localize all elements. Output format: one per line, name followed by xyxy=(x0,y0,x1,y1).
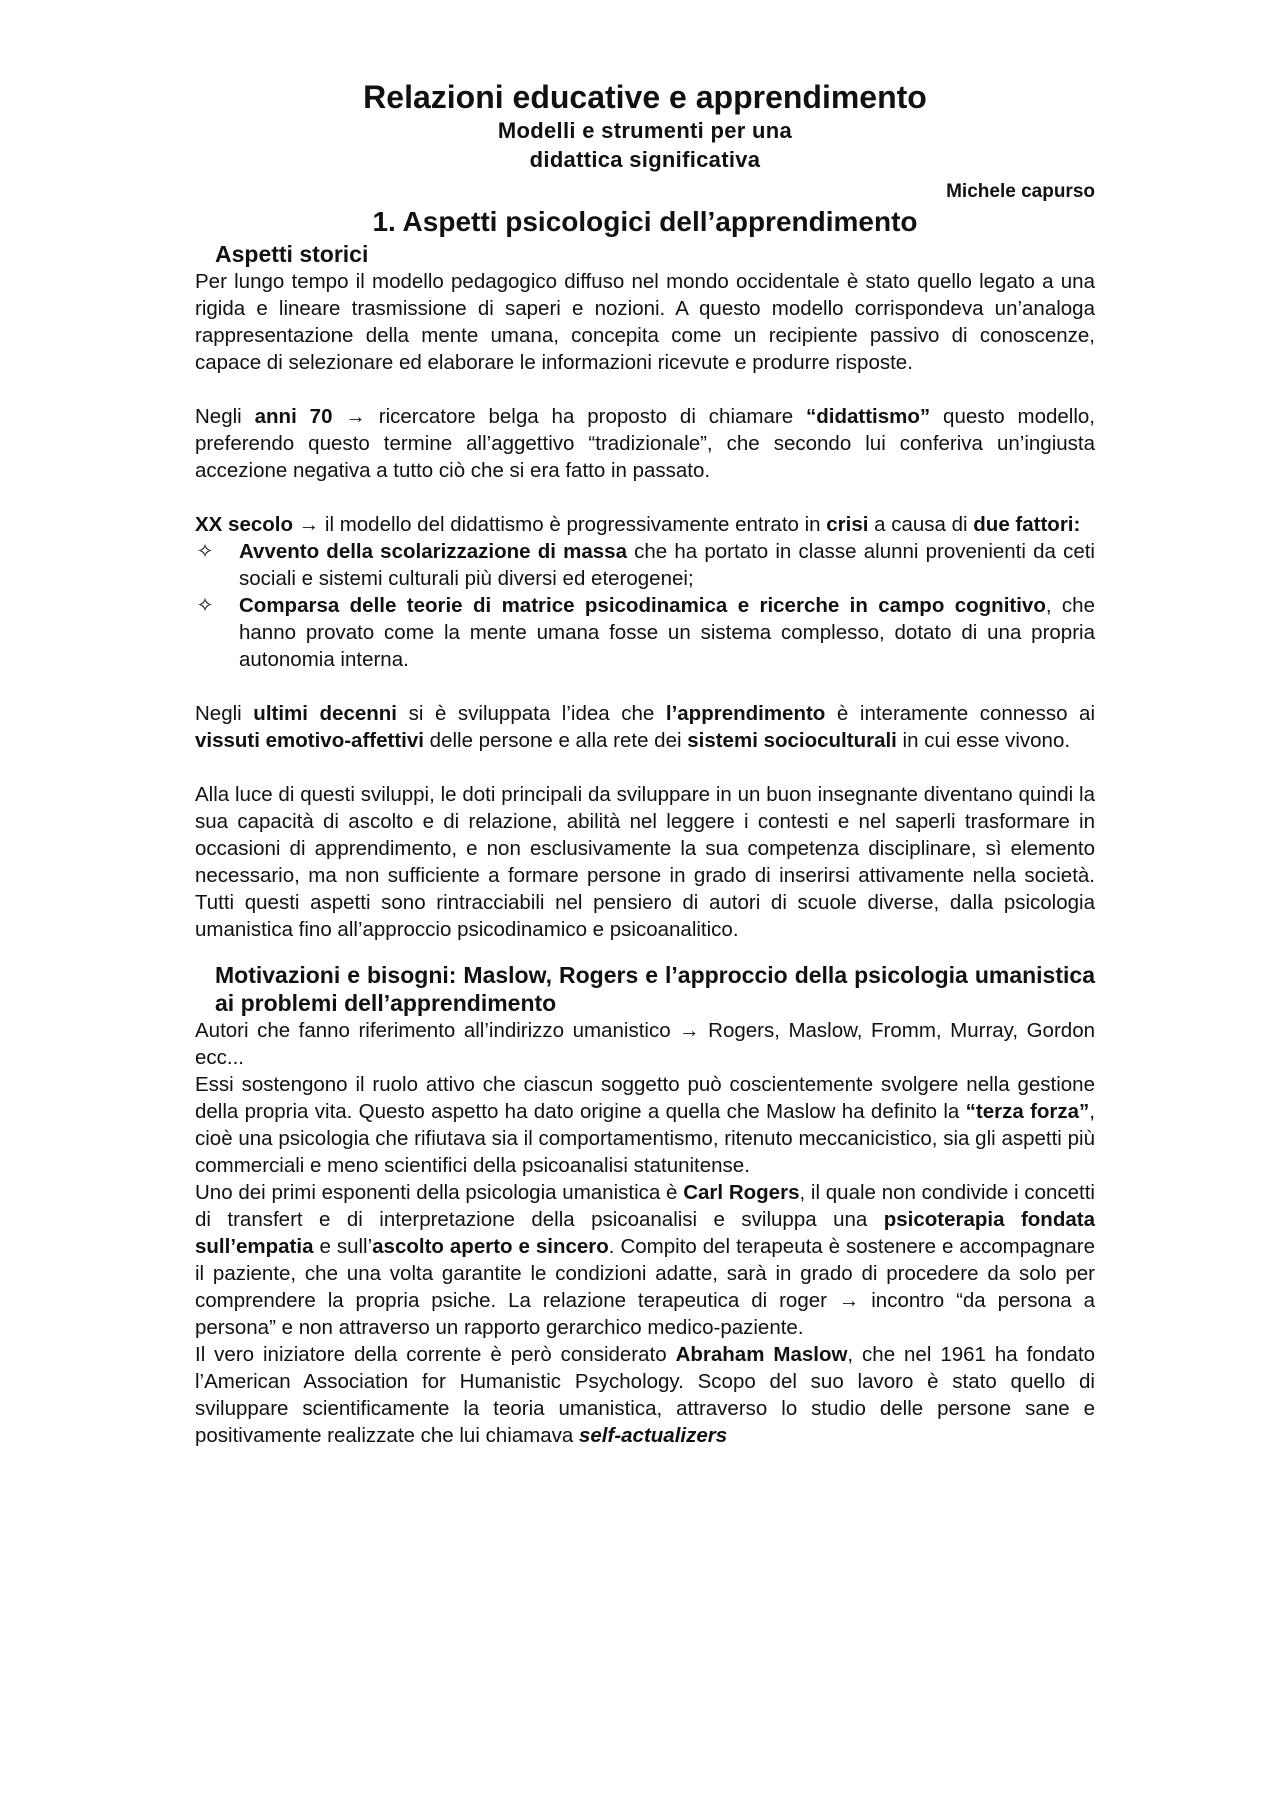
paragraph: Negli anni 70 → ricercatore belga ha proposto di chiamare “didattismo” questo modello, preferendo questo termine all’aggettivo “tradizionale”, che secondo lui conferiva un’ingiusta accezione negativa a tutto ciò che si era fatto in passato. xyxy=(195,405,1095,482)
star-bullet-icon: ✧ xyxy=(196,540,214,563)
section-heading-motivazioni-e-bisogni: Motivazioni e bisogni: Maslow, Rogers e l’approccio della psicologia umanistica ai problemi dell’apprendimento xyxy=(215,962,1095,1016)
list-item: ✧ Comparsa delle teorie di matrice psicodinamica e ricerche in campo cognitivo, che hanno provato come la mente umana fosse un sistema complesso, dotato di una propria autonomia interna. xyxy=(196,594,1095,671)
paragraph: Essi sostengono il ruolo attivo che ciascun soggetto può coscientemente svolgere nella gestione della propria vita. Questo aspetto ha dato origine a quella che Maslow ha definito la “terza forza”, cioè una psicologia che rifiutava sia il comportamentismo, ritenuto meccanicistico, sia gli aspetti più commerciali e meno scientifici della psicoanalisi statunitense. xyxy=(195,1073,1095,1177)
section-heading-aspetti-storici: Aspetti storici xyxy=(215,241,369,267)
author-name: Michele capurso xyxy=(946,181,1095,202)
paragraph: Uno dei primi esponenti della psicologia umanistica è Carl Rogers, il quale non condivide i concetti di transfert e di interpretazione della psicoanalisi e sviluppa una psicoterapia fondata sull’empatia e sull’ascolto aperto e sincero. Compito del terapeuta è sostenere e accompagnare il paziente, che una volta garantite le condizioni adatte, sarà in grado di procedere da solo per comprendere la propria psiche. La relazione terapeutica di roger → incontro “da persona a persona” e non attraverso un rapporto gerarchico medico-paziente. xyxy=(195,1181,1095,1339)
document-subtitle-line-2: didattica significativa xyxy=(529,147,761,172)
document-page xyxy=(195,78,1095,1449)
paragraph: Il vero iniziatore della corrente è però considerato Abraham Maslow, che nel 1961 ha fondato l’American Association for Humanistic Psychology. Scopo del suo lavoro è stato quello di sviluppare scientificamente la teoria umanistica, attraverso lo studio delle persone sane e positivamente realizzate che lui chiamava self-actualizers xyxy=(195,1343,1095,1447)
document-subtitle-line-1: Modelli e strumenti per una xyxy=(497,118,793,143)
paragraph: Autori che fanno riferimento all’indirizzo umanistico → Rogers, Maslow, Fromm, Murray, Gordon ecc... xyxy=(195,1019,1095,1069)
document-title: Relazioni educative e apprendimento xyxy=(363,79,927,115)
paragraph: Per lungo tempo il modello pedagogico diffuso nel mondo occidentale è stato quello legato a una rigida e lineare trasmissione di saperi e nozioni. A questo modello corrispondeva un’analoga rappresentazione della mente umana, concepita come un recipiente passivo di conoscenze, capace di selezionare ed elaborare le informazioni ricevute e produrre risposte. xyxy=(195,270,1095,374)
paragraph: Negli ultimi decenni si è sviluppata l’idea che l’apprendimento è interamente connesso ai vissuti emotivo-affettivi delle persone e alla rete dei sistemi socioculturali in cui esse vivono. xyxy=(195,702,1095,752)
factor-list xyxy=(195,538,1095,673)
paragraph: XX secolo → il modello del didattismo è progressivamente entrato in crisi a causa di due fattori: xyxy=(195,513,1081,536)
list-item: ✧ Avvento della scolarizzazione di massa che ha portato in classe alunni provenienti da ceti sociali e sistemi culturali più diversi ed eterogenei; xyxy=(196,540,1095,590)
star-bullet-icon: ✧ xyxy=(196,594,214,617)
chapter-title: 1. Aspetti psicologici dell’apprendimento xyxy=(372,206,918,237)
paragraph: Alla luce di questi sviluppi, le doti principali da sviluppare in un buon insegnante diventano quindi la sua capacità di ascolto e di relazione, abilità nel leggere i contesti e nel saperli trasformare in occasioni di apprendimento, e non esclusivamente la sua competenza disciplinare, sì elemento necessario, ma non sufficiente a formare persone in grado di inserirsi attivamente nella società. Tutti questi aspetti sono rintracciabili nel pensiero di autori di scuole diverse, dalla psicologia umanistica fino all’approccio psicodinamico e psicoanalitico. xyxy=(195,783,1095,941)
